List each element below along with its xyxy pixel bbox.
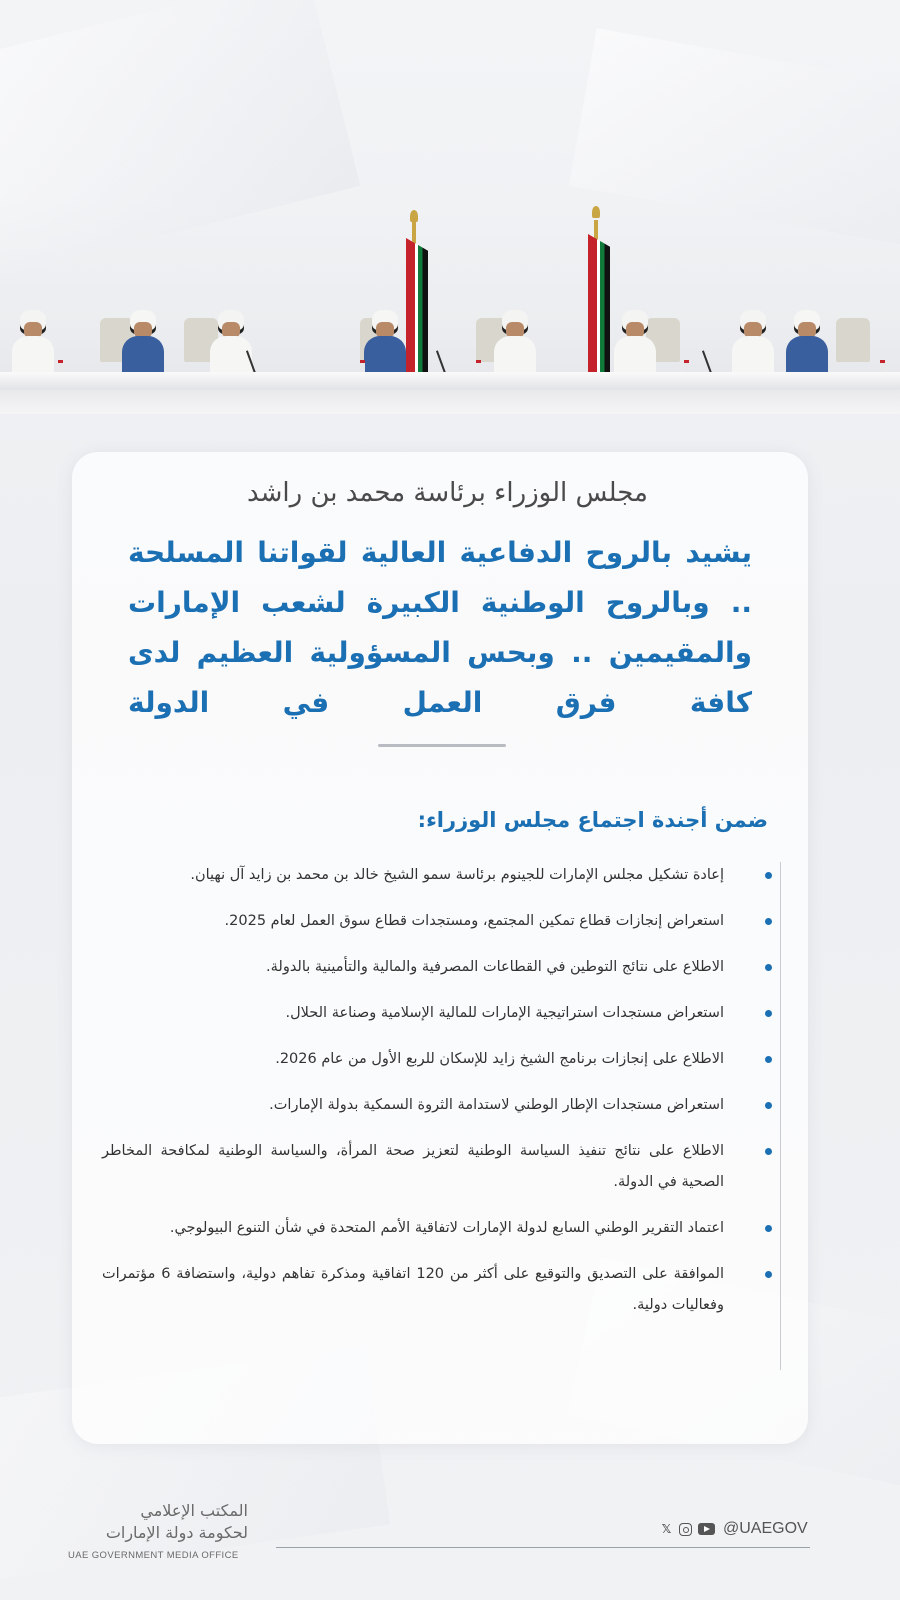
divider <box>378 744 506 747</box>
bullet-icon <box>765 872 772 879</box>
cabinet-meeting-photo <box>0 200 900 440</box>
agenda-item <box>102 1044 750 1075</box>
x-icon[interactable]: 𝕏 <box>661 1521 672 1536</box>
office-name-ar-line1: المكتب الإعلامي <box>140 1501 248 1520</box>
meeting-attendee <box>120 310 166 380</box>
bullet-icon <box>765 1056 772 1063</box>
office-name-ar-line2: لحكومة دولة الإمارات <box>105 1523 248 1542</box>
meeting-attendee <box>362 310 408 380</box>
agenda-item <box>102 1259 750 1321</box>
bullet-icon <box>765 1102 772 1109</box>
news-card <box>72 452 808 1444</box>
meeting-table <box>0 372 900 390</box>
agenda-item-text: اعتماد التقرير الوطني السابع لدولة الإمارات لاتفاقية الأمم المتحدة في شأن التنوع البيولوجي. <box>169 1220 724 1236</box>
meeting-attendee <box>208 310 254 380</box>
card-kicker: مجلس الوزراء برئاسة محمد بن راشد <box>246 478 648 508</box>
youtube-icon[interactable] <box>698 1523 715 1535</box>
agenda-item <box>102 906 750 937</box>
bullet-icon <box>765 1271 772 1278</box>
meeting-attendee <box>492 310 538 380</box>
bullet-icon <box>765 964 772 971</box>
footer-rule <box>276 1547 810 1548</box>
instagram-icon[interactable] <box>679 1523 692 1536</box>
meeting-attendee <box>612 310 658 380</box>
agenda-item <box>102 1090 750 1121</box>
office-name-en: UAE GOVERNMENT MEDIA OFFICE <box>68 1550 239 1561</box>
agenda-title: ضمن أجندة اجتماع مجلس الوزراء: <box>417 808 768 832</box>
agenda-rule <box>780 862 781 1370</box>
chair <box>836 318 870 362</box>
meeting-attendee <box>10 310 56 380</box>
agenda-item <box>102 1213 750 1244</box>
agenda-item <box>102 998 750 1029</box>
agenda-item-text: استعراض مستجدات الإطار الوطني لاستدامة الثروة السمكية بدولة الإمارات. <box>269 1097 724 1113</box>
agenda-item-text: الاطلاع على إنجازات برنامج الشيخ زايد للإسكان للربع الأول من عام 2026. <box>275 1051 724 1067</box>
agenda-item-text: الاطلاع على نتائج تنفيذ السياسة الوطنية لتعزيز صحة المرأة، والسياسة الوطنية لمكافحة المخاطر الصحية في الدولة. <box>102 1143 724 1190</box>
flag-finial <box>592 206 600 218</box>
bullet-icon <box>765 1010 772 1017</box>
meeting-attendee <box>730 310 776 380</box>
meeting-table-front <box>0 390 900 414</box>
agenda-item <box>102 1136 750 1198</box>
social-handle[interactable]: @UAEGOV <box>723 1520 808 1537</box>
agenda-item-text: استعراض مستجدات استراتيجية الإمارات للمالية الإسلامية وصناعة الحلال. <box>285 1005 724 1021</box>
agenda-item <box>102 860 750 891</box>
bullet-icon <box>765 1225 772 1232</box>
meeting-attendee <box>784 310 830 380</box>
bullet-icon <box>765 1148 772 1155</box>
agenda-item-text: الاطلاع على نتائج التوطين في القطاعات المصرفية والمالية والتأمينية بالدولة. <box>266 959 724 975</box>
card-headline: يشيد بالروح الدفاعية العالية لقواتنا المسلحة .. وبالروح الوطنية الكبيرة لشعب الإمارات والمقيمين .. وبحس المسؤولية العظيم لدى كافة فرق العمل في الدولة <box>128 536 752 719</box>
social-links <box>660 1520 808 1538</box>
bullet-icon <box>765 918 772 925</box>
uae-flag <box>588 234 610 394</box>
agenda-item-text: استعراض إنجازات قطاع تمكين المجتمع، ومستجدات قطاع سوق العمل لعام 2025. <box>224 913 724 929</box>
agenda-item <box>102 952 750 983</box>
media-office-logo <box>68 1500 248 1561</box>
agenda-item-text: إعادة تشكيل مجلس الإمارات للجينوم برئاسة سمو الشيخ خالد بن محمد بن زايد آل نهيان. <box>190 867 724 883</box>
agenda-list <box>102 860 750 1336</box>
agenda-item-text: الموافقة على التصديق والتوقيع على أكثر من 120 اتفاقية ومذكرة تفاهم دولية، واستضافة 6 مؤتمرات وفعاليات دولية. <box>102 1266 724 1313</box>
